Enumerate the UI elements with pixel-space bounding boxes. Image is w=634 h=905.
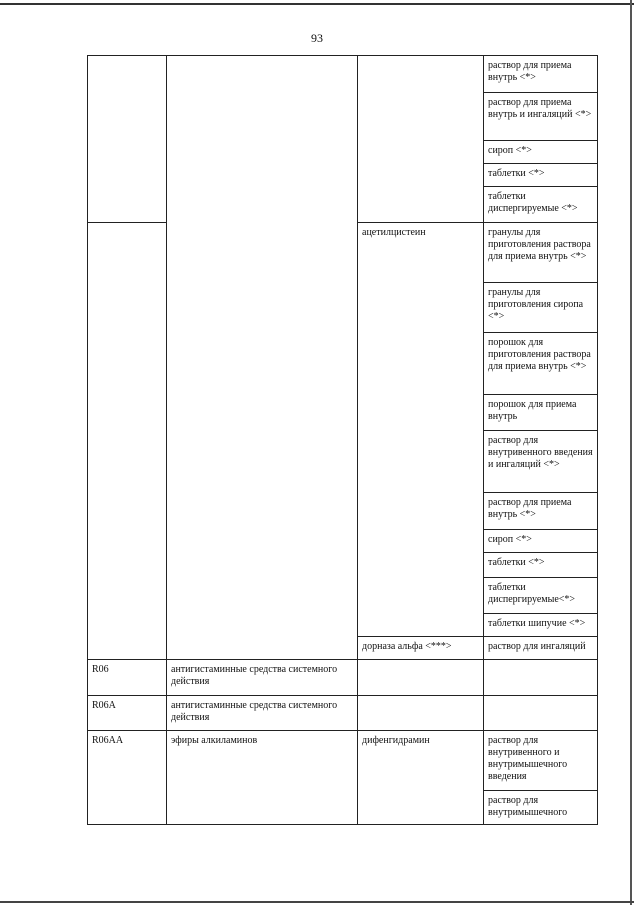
scan-top-edge xyxy=(0,3,634,5)
table-row xyxy=(88,731,598,791)
dosage-form-cell xyxy=(484,660,598,696)
group-cell xyxy=(167,56,358,660)
dosage-form-cell: раствор для приема внутрь <*> xyxy=(484,493,598,530)
atc-code-cell: R06 xyxy=(88,660,167,696)
dosage-form-cell: таблетки <*> xyxy=(484,553,598,578)
group-cell: антигистаминные средства системного действия xyxy=(167,696,358,731)
dosage-form-cell: раствор для внутримышечного xyxy=(484,791,598,825)
dosage-form-cell: таблетки <*> xyxy=(484,164,598,187)
dosage-form-cell: сироп <*> xyxy=(484,141,598,164)
dosage-form-cell: таблетки диспергируемые <*> xyxy=(484,187,598,223)
dosage-form-cell: порошок для приема внутрь xyxy=(484,395,598,431)
dosage-form-cell xyxy=(484,696,598,731)
dosage-form-cell: раствор для ингаляций xyxy=(484,637,598,660)
group-cell: антигистаминные средства системного действия xyxy=(167,660,358,696)
substance-cell xyxy=(358,696,484,731)
atc-code-cell xyxy=(88,223,167,660)
substance-cell: дорназа альфа <***> xyxy=(358,637,484,660)
page-number: 93 xyxy=(311,31,323,45)
dosage-form-cell: раствор для приема внутрь и ингаляций <*> xyxy=(484,93,598,141)
scan-bottom-edge xyxy=(0,901,634,903)
substance-cell: ацетилцистеин xyxy=(358,223,484,637)
dosage-form-cell: гранулы для приготовления раствора для приема внутрь <*> xyxy=(484,223,598,283)
table-body xyxy=(88,56,598,825)
scan-right-edge xyxy=(630,0,632,905)
substance-cell xyxy=(358,660,484,696)
table-row xyxy=(88,660,598,696)
table-row xyxy=(88,56,598,93)
table-row xyxy=(88,696,598,731)
atc-code-cell xyxy=(88,56,167,223)
dosage-form-cell: сироп <*> xyxy=(484,530,598,553)
dosage-form-cell: раствор для приема внутрь <*> xyxy=(484,56,598,93)
dosage-form-cell: гранулы для приготовления сиропа <*> xyxy=(484,283,598,333)
dosage-form-cell: таблетки шипучие <*> xyxy=(484,614,598,637)
dosage-form-cell: таблетки диспергируемые<*> xyxy=(484,578,598,614)
substance-cell: дифенгидрамин xyxy=(358,731,484,825)
dosage-form-cell: раствор для внутривенного введения и ингаляций <*> xyxy=(484,431,598,493)
atc-code-cell: R06A xyxy=(88,696,167,731)
group-cell: эфиры алкиламинов xyxy=(167,731,358,825)
dosage-form-cell: раствор для внутривенного и внутримышечного введения xyxy=(484,731,598,791)
drug-table xyxy=(87,55,598,825)
substance-cell xyxy=(358,56,484,223)
dosage-form-cell: порошок для приготовления раствора для приема внутрь <*> xyxy=(484,333,598,395)
atc-code-cell: R06AA xyxy=(88,731,167,825)
